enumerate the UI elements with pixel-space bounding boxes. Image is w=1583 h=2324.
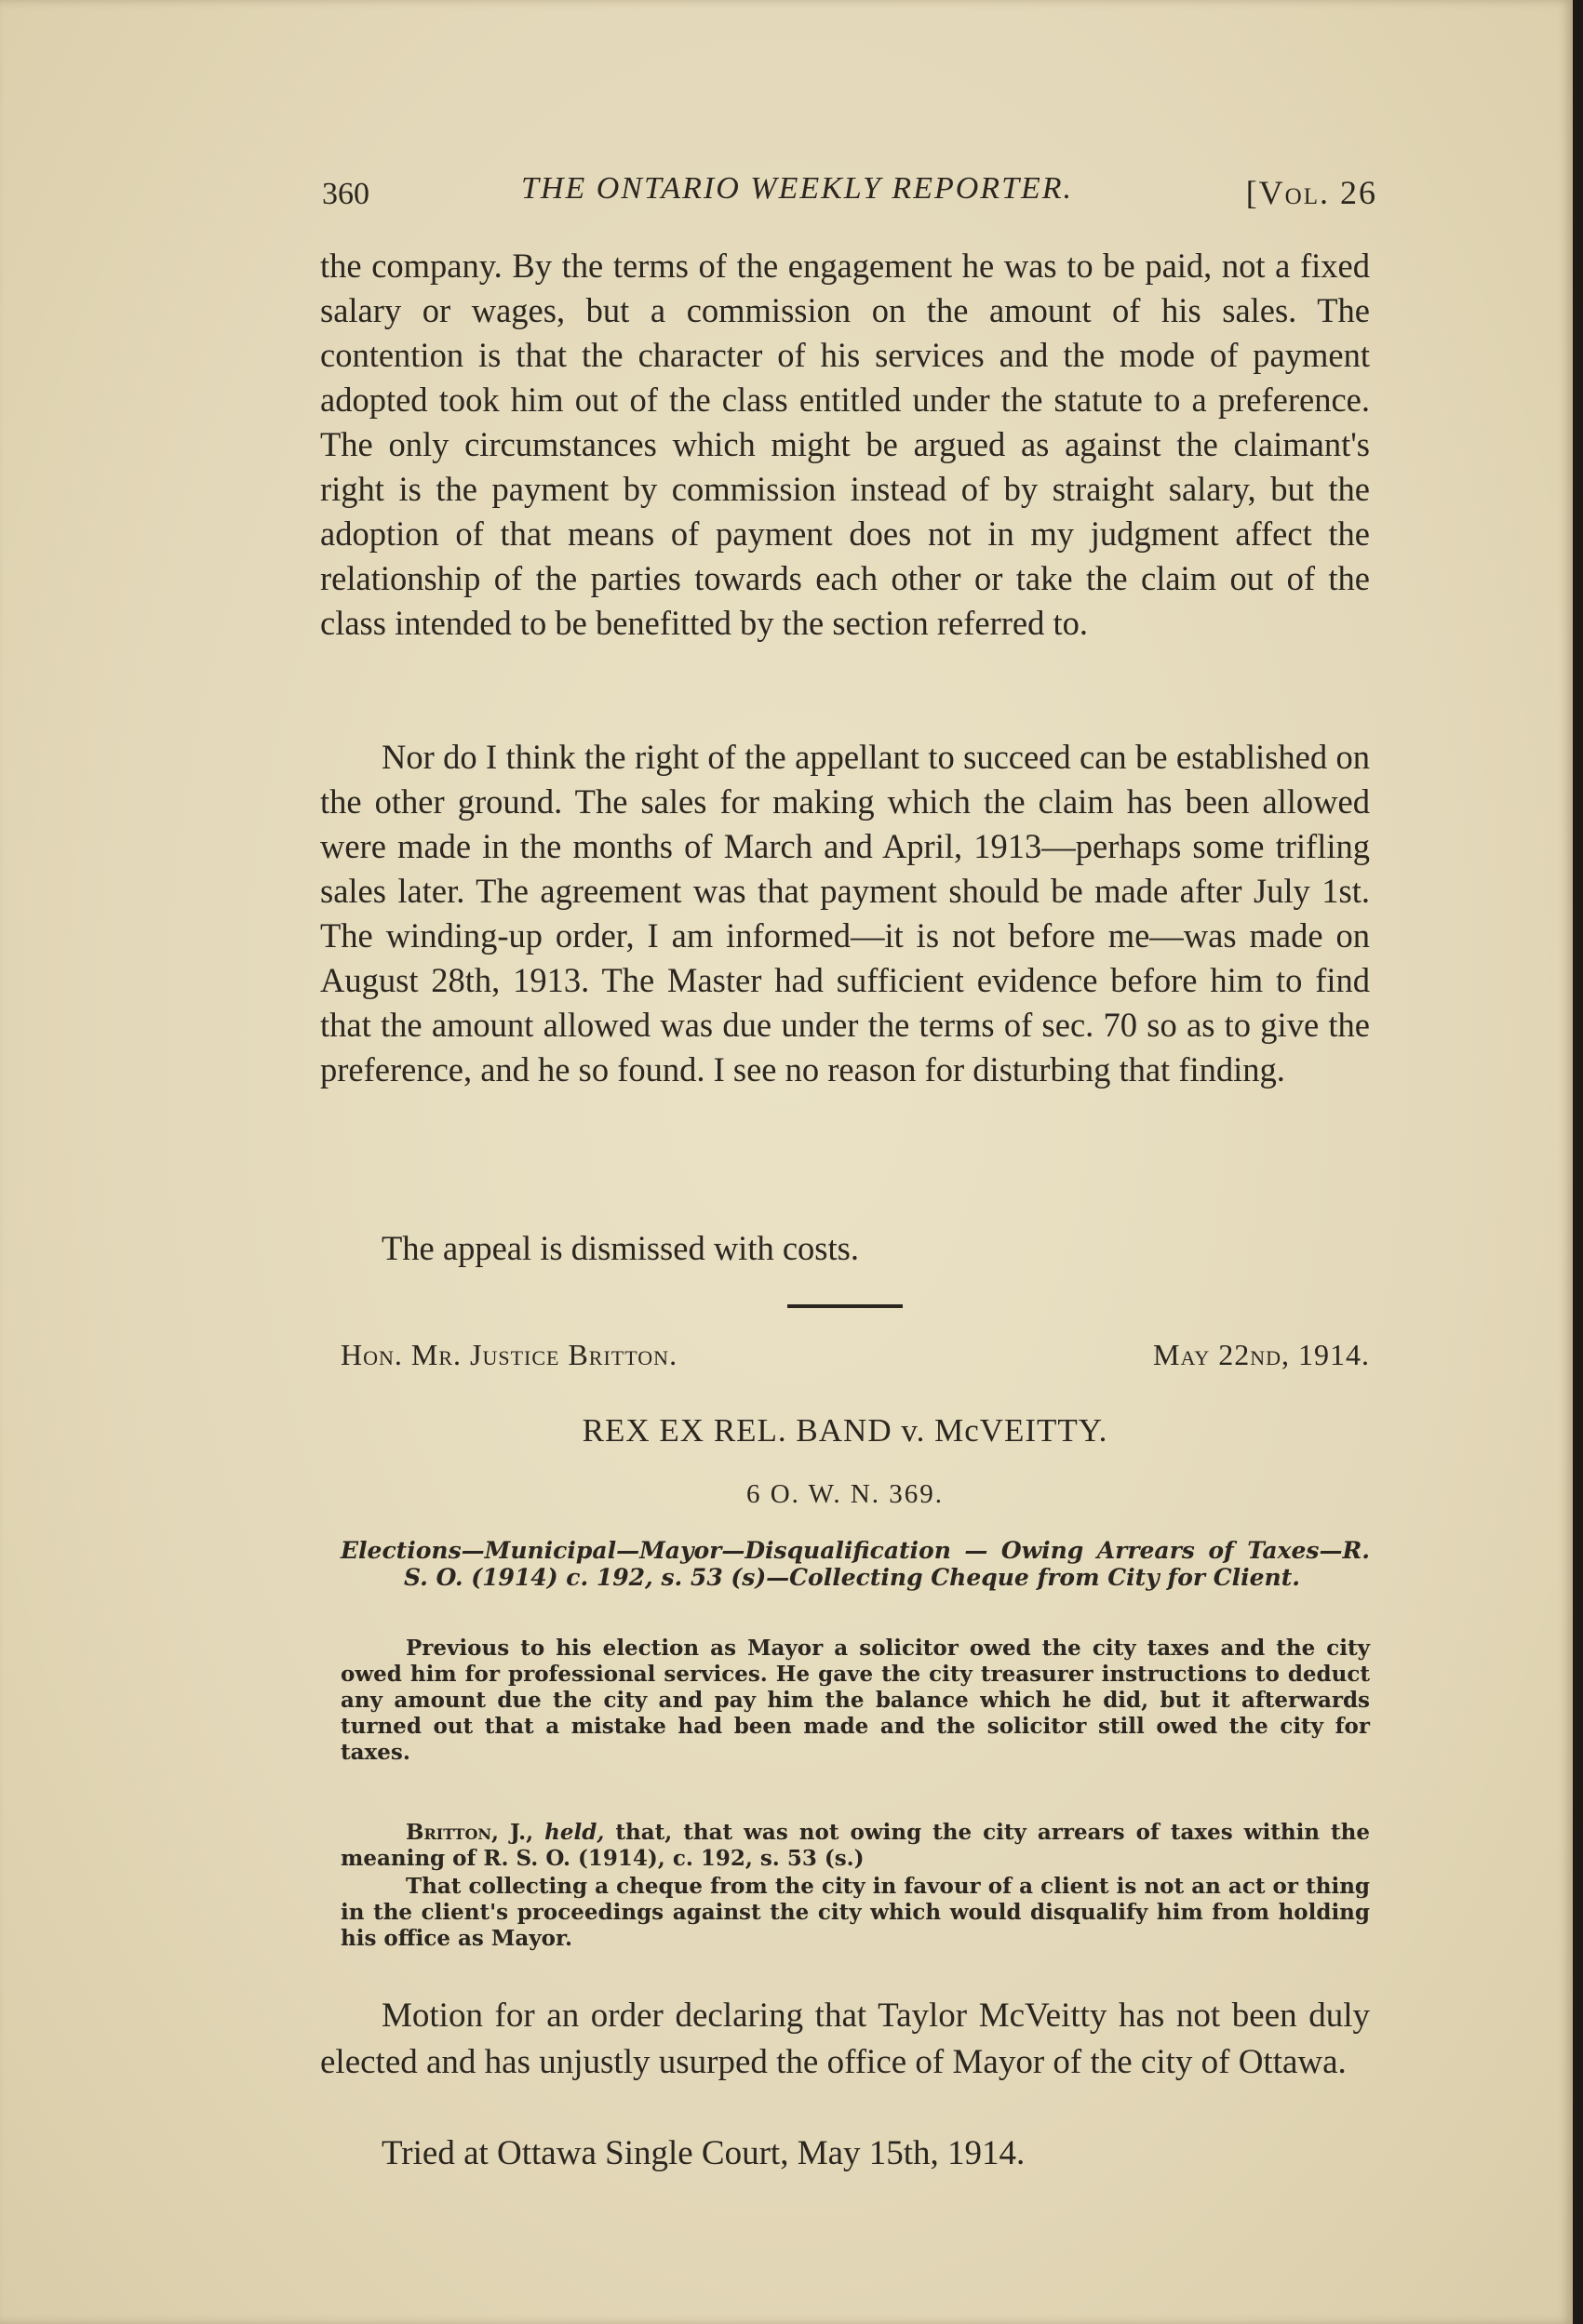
headnote-holding [341, 1820, 1370, 1872]
book-spine-edge [1573, 0, 1583, 2324]
case-title: REX EX REL. BAND v. McVEITTY. [582, 1412, 1108, 1449]
headnote-cheque: That collecting a cheque from the city in favour of a client is not an act or thing in the client's proceedings against the city which would disqualify him from holding his office as Mayor. [341, 1874, 1370, 1951]
paragraph-3: The appeal is dismissed with costs. [382, 1229, 859, 1267]
running-header [322, 169, 1377, 225]
judge-name: Hon. Mr. Justice Britton. [341, 1338, 678, 1371]
motion-paragraph: Motion for an order declaring that Taylor McVeitty has not been duly elected and has unjustly usurped the office of Mayor of the city of Ottawa. [320, 1997, 1370, 2081]
section-divider [787, 1304, 903, 1308]
headnote-facts: Previous to his election as Mayor a solicitor owed the city taxes and the city owed him for professional services. He gave the city treasurer instructions to deduct any amount due the city and pay him the balance which he did, but it afterwards turned out that a mistake had been made and the solicitor still owed the city for taxes. [341, 1636, 1370, 1765]
paragraph-2: Nor do I think the right of the appellant to succeed can be established on the other ground. The sales for making which the claim has been allowed were made in the months of March and April, 1913—perhaps some trifling sales later. The agreement was that payment should be made after July 1st. The winding-up order, I am informed—it is not before me—was made on August 28th, 1913. The Master had sufficient evidence before him to find that the amount allowed was due under the terms of sec. 70 so as to give the preference, and he so found. I see no reason for disturbing that finding. [320, 738, 1370, 1089]
tried-line: Tried at Ottawa Single Court, May 15th, 1914. [382, 2134, 1026, 2172]
volume-label: [Vol. 26 [1245, 174, 1377, 211]
catchwords [341, 1537, 1370, 1591]
paragraph-1: the company. By the terms of the engagement he was to be paid, not a fixed salary or wages, but a commission on the amount of his sales. The contention is that the character of his services and the mode of payment adopted took him out of the class entitled under the statute to a preference. The only circumstances which might be argued as against the claimant's right is the payment by commission instead of by straight salary, but the adoption of that means of payment does not in my judgment affect the relationship of the parties towards each other or take the claim out of the class intended to be benefitted by the section referred to. [320, 247, 1370, 642]
page-number: 360 [322, 177, 369, 211]
holding-held: held, [544, 1820, 605, 1845]
judge-line [341, 1338, 1370, 1372]
catchwords-text: Elections—Municipal—Mayor—Disqualification — Owing Arrears of Taxes—R. S. O. (1914) c. 192, s. 53 (s)—Collecting Cheque from City for Client. [341, 1537, 1370, 1591]
decision-date: May 22nd, 1914. [1153, 1338, 1370, 1371]
case-citation: 6 O. W. N. 369. [745, 1479, 945, 1509]
holding-judge: Britton, J., [406, 1820, 534, 1845]
running-title: THE ONTARIO WEEKLY REPORTER. [521, 171, 1074, 206]
holding-text: that, that was not owing the city arrears of taxes within the meaning of R. S. O. (1914), c. 192, s. 53 (s.) [341, 1820, 1371, 1871]
